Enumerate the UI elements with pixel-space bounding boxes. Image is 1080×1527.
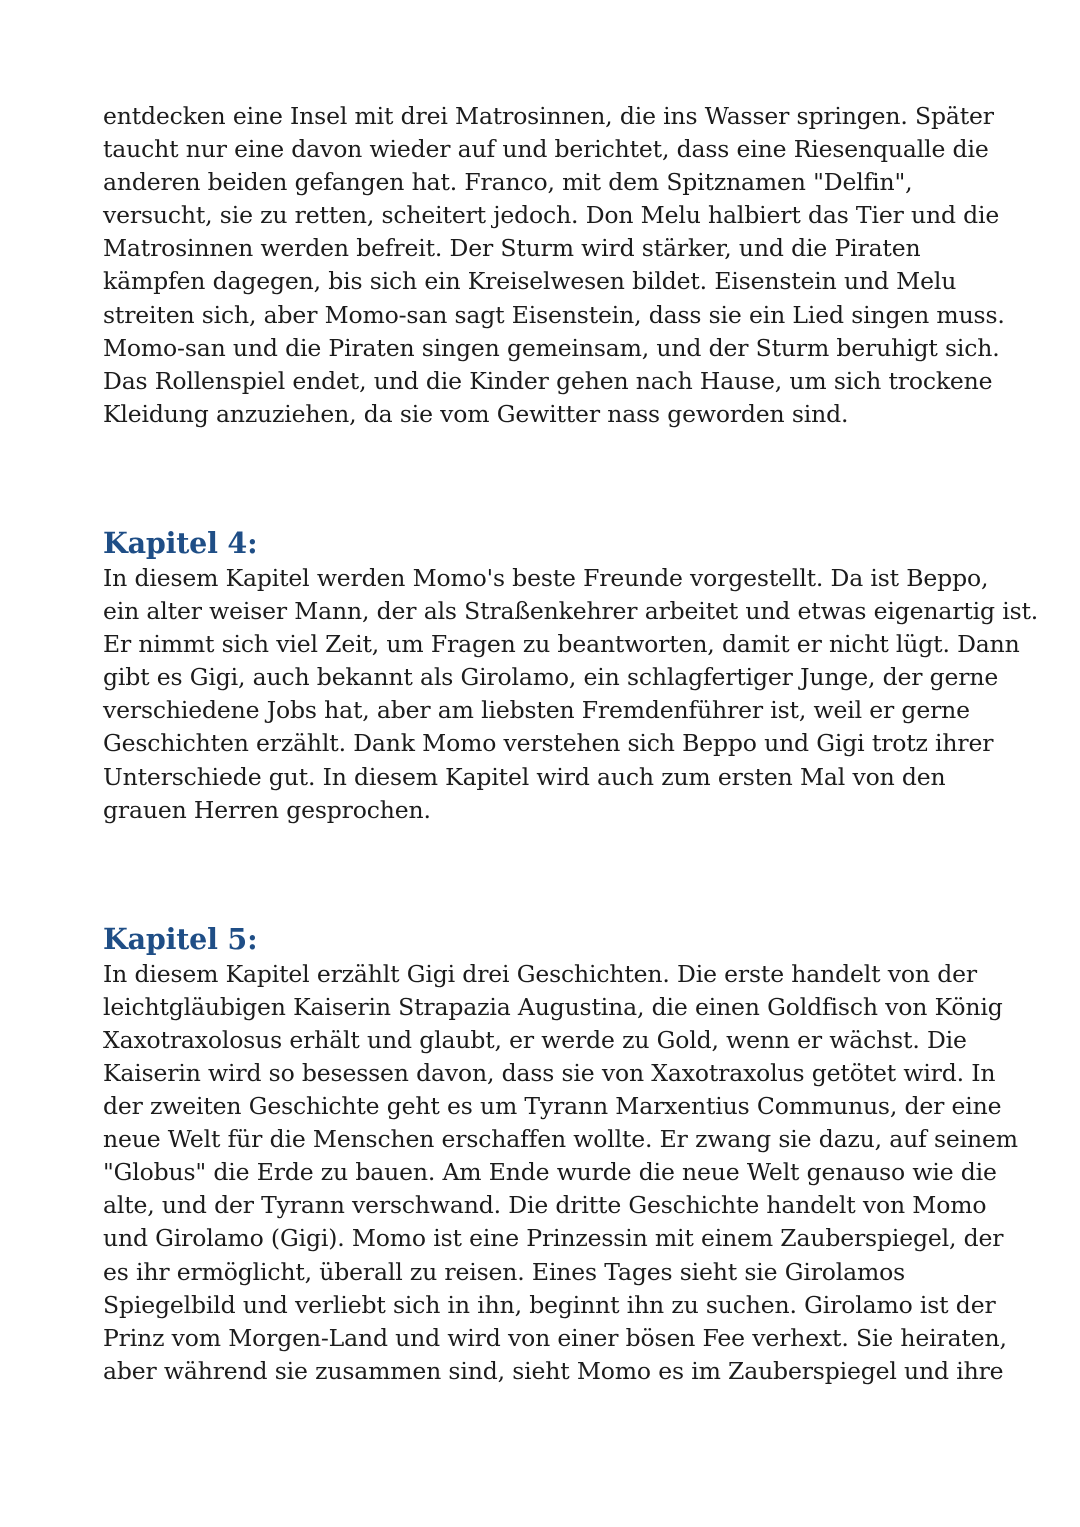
text-line: Xaxotraxolosus erhält und glaubt, er werde zu Gold, wenn er wächst. Die (103, 1025, 967, 1054)
chapter-5-paragraph (103, 958, 1018, 1388)
text-line: streiten sich, aber Momo-san sagt Eisenstein, dass sie ein Lied singen muss. (103, 300, 1005, 329)
text-line: Unterschiede gut. In diesem Kapitel wird auch zum ersten Mal von den (103, 762, 946, 791)
text-line: Spiegelbild und verliebt sich in ihn, beginnt ihn zu suchen. Girolamo ist der (103, 1290, 996, 1319)
document-page (103, 100, 1039, 1388)
text-line: taucht nur eine davon wieder auf und berichtet, dass eine Riesenqualle die (103, 135, 989, 164)
text-line: "Globus" die Erde zu bauen. Am Ende wurde die neue Welt genauso wie die (103, 1158, 997, 1187)
chapter-5-section (103, 921, 1018, 1388)
text-line: alte, und der Tyrann verschwand. Die dritte Geschichte handelt von Momo (103, 1191, 987, 1220)
text-line: gibt es Gigi, auch bekannt als Girolamo, ein schlagfertiger Junge, der gerne (103, 663, 999, 692)
text-line: Das Rollenspiel endet, und die Kinder gehen nach Hause, um sich trockene (103, 366, 993, 395)
text-line: Prinz vom Morgen-Land und wird von einer bösen Fee verhext. Sie heiraten, (103, 1323, 1007, 1352)
text-line: leichtgläubigen Kaiserin Strapazia Augustina, die einen Goldfisch von König (103, 992, 1003, 1021)
text-line: grauen Herren gesprochen. (103, 795, 431, 824)
text-line: Geschichten erzählt. Dank Momo verstehen sich Beppo und Gigi trotz ihrer (103, 729, 994, 758)
text-line: kämpfen dagegen, bis sich ein Kreiselwesen bildet. Eisenstein und Melu (103, 267, 957, 296)
text-line: In diesem Kapitel erzählt Gigi drei Geschichten. Die erste handelt von der (103, 959, 977, 988)
text-line: verschiedene Jobs hat, aber am liebsten Fremdenführer ist, weil er gerne (103, 696, 970, 725)
chapter-4-paragraph (103, 562, 1039, 827)
chapter-5-heading: Kapitel 5: (103, 921, 258, 956)
text-line: In diesem Kapitel werden Momo's beste Freunde vorgestellt. Da ist Beppo, (103, 563, 989, 592)
text-line: es ihr ermöglicht, überall zu reisen. Eines Tages sieht sie Girolamos (103, 1257, 906, 1286)
text-line: anderen beiden gefangen hat. Franco, mit dem Spitznamen "Delfin", (103, 168, 913, 197)
text-line: Kaiserin wird so besessen davon, dass sie von Xaxotraxolus getötet wird. In (103, 1058, 996, 1087)
text-line: versucht, sie zu retten, scheitert jedoch. Don Melu halbiert das Tier und die (103, 201, 1000, 230)
text-line: neue Welt für die Menschen erschaffen wollte. Er zwang sie dazu, auf seinem (103, 1125, 1018, 1154)
text-line: ein alter weiser Mann, der als Straßenkehrer arbeitet und etwas eigenartig ist. (103, 597, 1039, 626)
chapter-4-heading: Kapitel 4: (103, 525, 258, 560)
text-line: Matrosinnen werden befreit. Der Sturm wird stärker, und die Piraten (103, 234, 921, 263)
text-line: Kleidung anzuziehen, da sie vom Gewitter nass geworden sind. (103, 399, 849, 428)
text-line: entdecken eine Insel mit drei Matrosinnen, die ins Wasser springen. Später (103, 102, 994, 130)
text-line: Momo-san und die Piraten singen gemeinsam, und der Sturm beruhigt sich. (103, 333, 1000, 362)
spacer (103, 827, 983, 922)
text-line: der zweiten Geschichte geht es um Tyrann Marxentius Communus, der eine (103, 1092, 1002, 1121)
text-line: Er nimmt sich viel Zeit, um Fragen zu beantworten, damit er nicht lügt. Dann (103, 630, 1020, 659)
intro-paragraph (103, 100, 1005, 431)
chapter-4-section (103, 525, 1039, 827)
text-line: und Girolamo (Gigi). Momo ist eine Prinzessin mit einem Zauberspiegel, der (103, 1224, 1004, 1253)
spacer (103, 431, 983, 526)
text-line: aber während sie zusammen sind, sieht Momo es im Zauberspiegel und ihre (103, 1356, 1004, 1385)
